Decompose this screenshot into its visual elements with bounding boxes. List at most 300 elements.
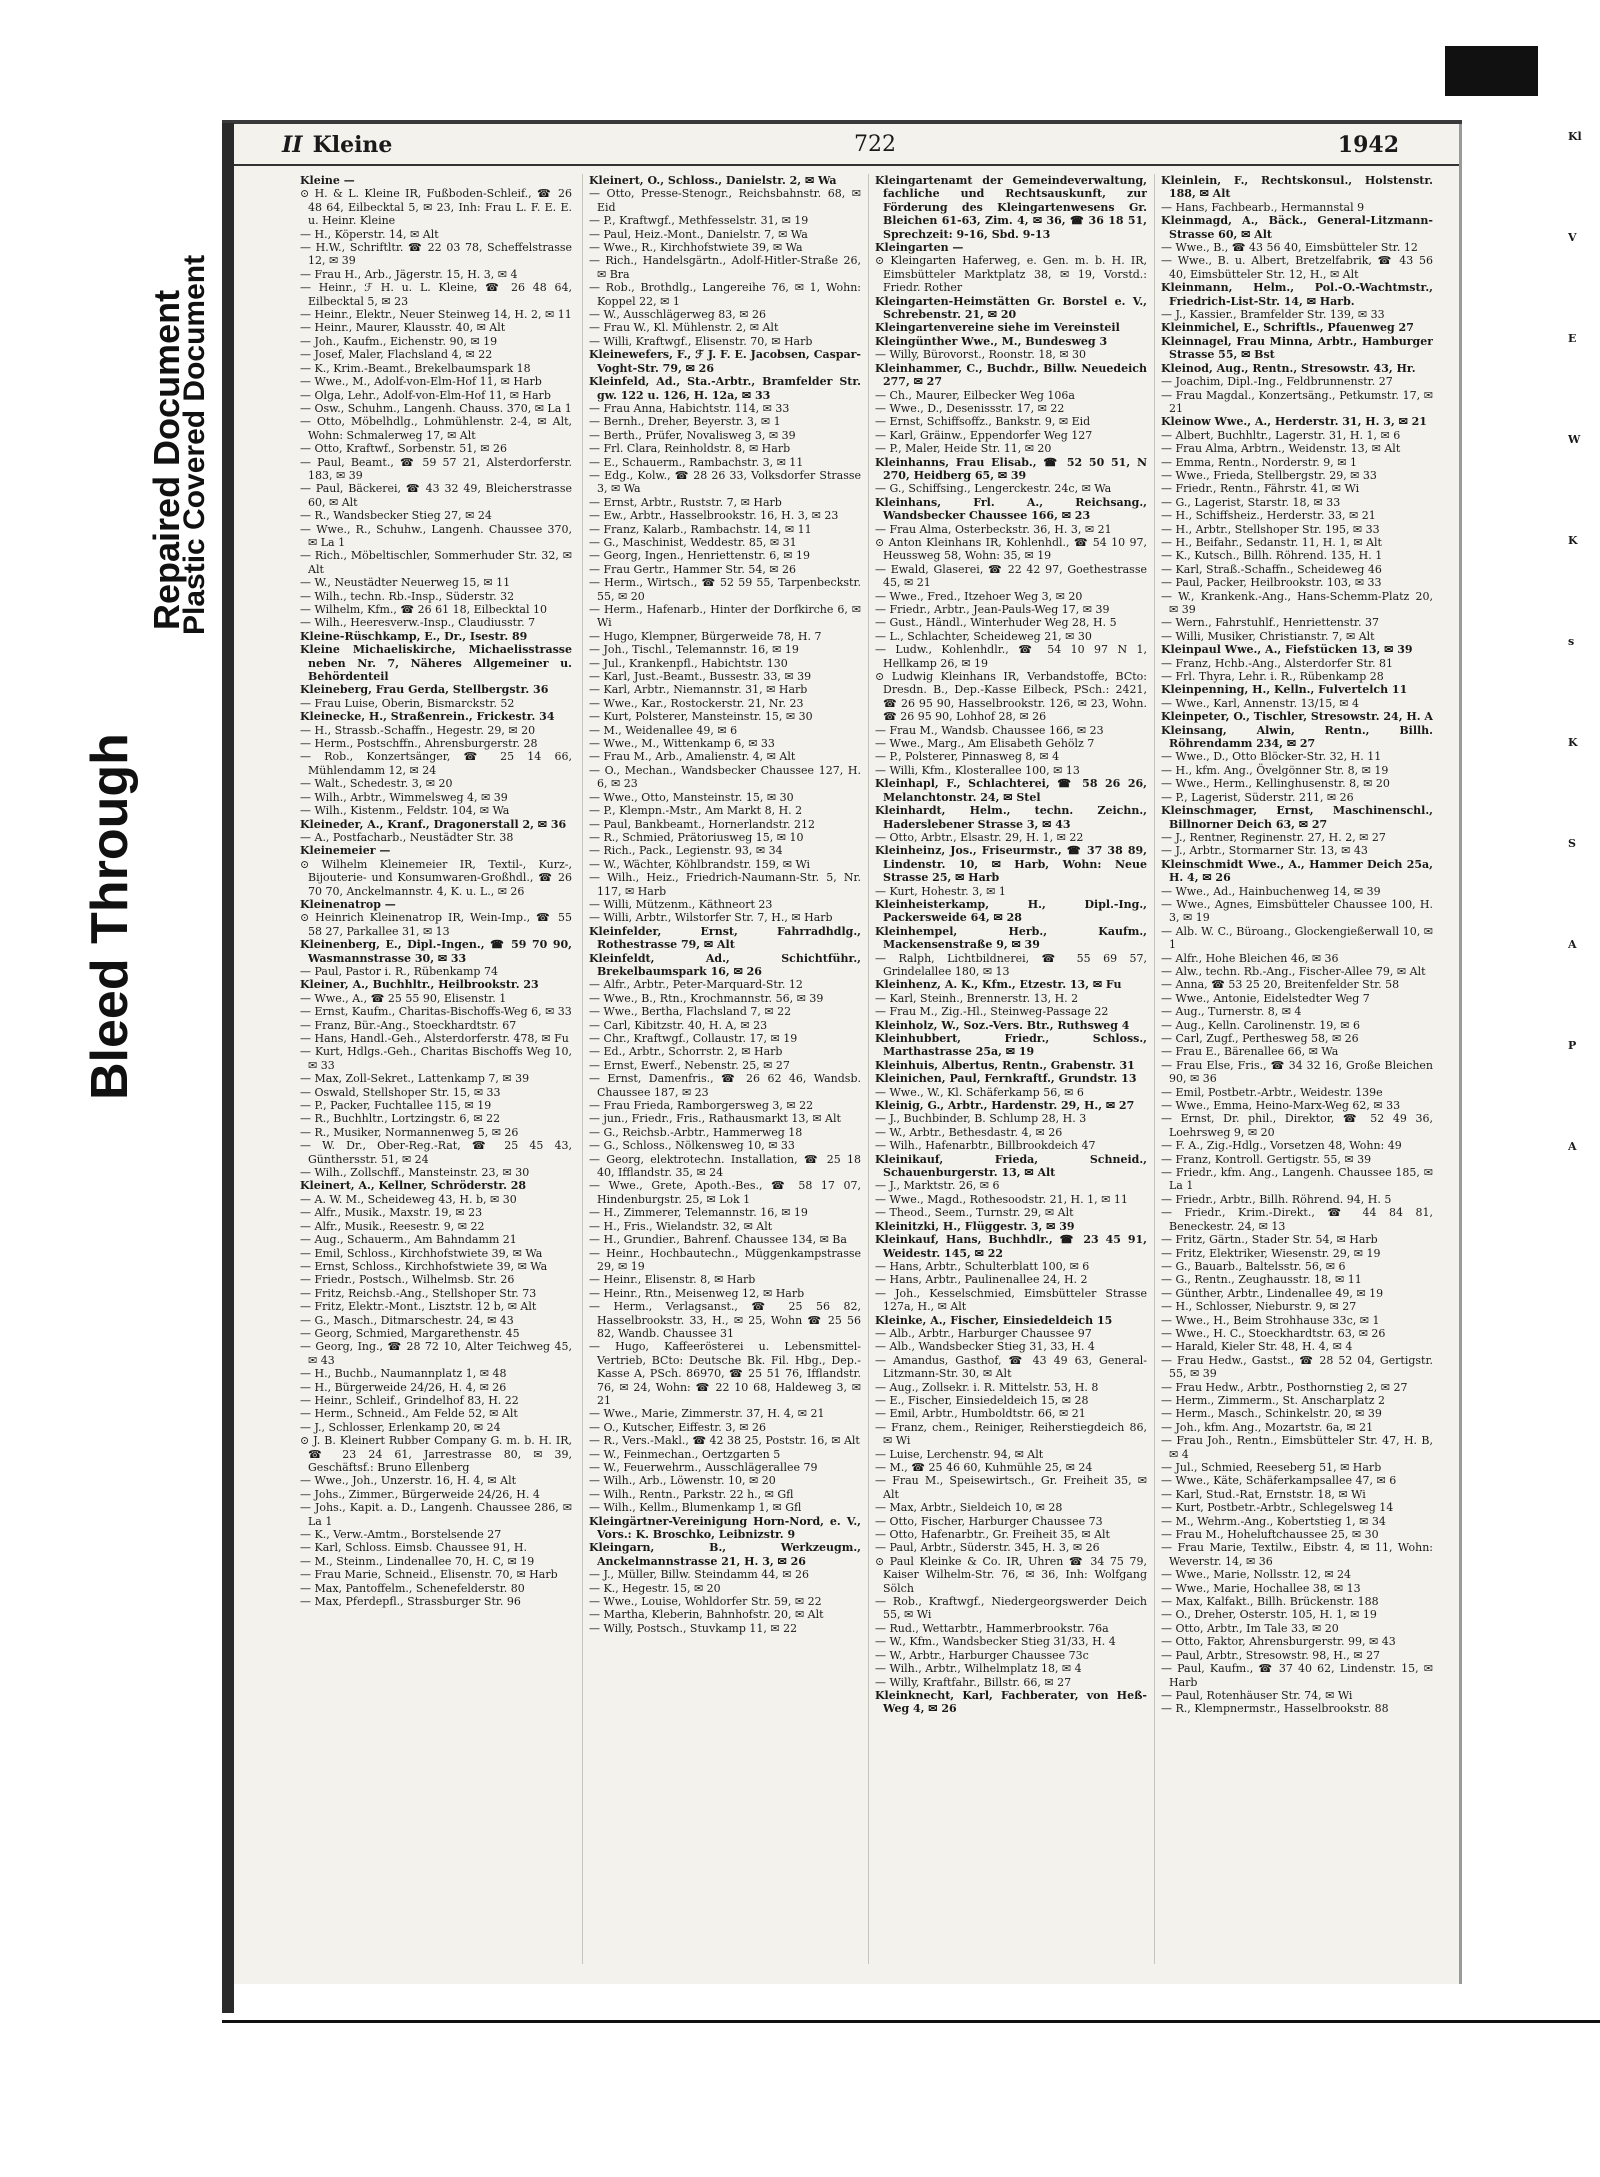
- directory-entry: — Rob., Konzertsänger, ☎ 25 14 66, Mühlendamm 12, ✉ 24: [300, 750, 572, 777]
- directory-entry: — Frau E., Bärenallee 66, ✉ Wa: [1161, 1045, 1339, 1059]
- directory-entry: — Fritz, Gärtn., Stader Str. 54, ✉ Harb: [1161, 1233, 1378, 1247]
- directory-entry: — Friedr., Arbtr., Billh. Röhrend. 94, H. 5: [1161, 1192, 1392, 1206]
- directory-heading-entry: Kleinheinz, Jos., Friseurmstr., ☎ 37 38 89, Lindenstr. 10, ✉ Harb, Wohn: Neue Strasse 25, ✉ Harb: [875, 844, 1147, 885]
- directory-entry: — Wwe., R., Schuhw., Langenh. Chaussee 370, ✉ La 1: [300, 522, 572, 549]
- directory-entry: — Herm., Wirtsch., ☎ 52 59 55, Tarpenbeckstr. 55, ✉ 20: [589, 576, 861, 603]
- directory-entry: — G., Bauarb., Baltelsstr. 56, ✉ 6: [1161, 1259, 1346, 1273]
- directory-entry: — Joachim, Dipl.-Ing., Feldbrunnenstr. 27: [1161, 375, 1393, 389]
- directory-entry: — Rob., Brothdlg., Langereihe 76, ✉ 1, Wohn: Koppel 22, ✉ 1: [589, 281, 861, 308]
- directory-page: [234, 124, 1462, 1984]
- directory-entry: — R., Vers.-Makl., ☎ 42 38 25, Poststr. 16, ✉ Alt: [589, 1434, 860, 1448]
- directory-entry: — Heinr., ℱ H. u. L. Kleine, ☎ 26 48 64, Eilbecktal 5, ✉ 23: [300, 281, 572, 308]
- directory-heading-entry: Kleinschmidt Wwe., A., Hammer Deich 25a, H. 4, ✉ 26: [1161, 857, 1433, 885]
- directory-heading-entry: Kleinod, Aug., Rentn., Stresowstr. 43, Hr.: [1161, 361, 1416, 375]
- directory-heading-entry: Kleinert, O., Schloss., Danielstr. 2, ✉ Wa: [589, 174, 837, 187]
- directory-entry: — Wwe., Ad., Hainbuchenweg 14, ✉ 39: [1161, 884, 1381, 898]
- directory-entry: — Friedr., Postsch., Wilhelmsb. Str. 26: [300, 1273, 515, 1287]
- directory-entry: — Wwe., H. C., Stoeckhardtstr. 63, ✉ 26: [1161, 1326, 1386, 1340]
- directory-heading-entry: Kleinikauf, Frieda, Schneid., Schauenburgerstr. 13, ✉ Alt: [875, 1152, 1147, 1180]
- directory-entry: — Wilh., Heiz., Friedrich-Naumann-Str. 5, Nr. 117, ✉ Harb: [589, 871, 861, 898]
- directory-entry: — J., Müller, Billw. Steindamm 44, ✉ 26: [589, 1568, 809, 1582]
- directory-entry: — E., Fischer, Einsiedeldeich 15, ✉ 28: [875, 1393, 1089, 1407]
- directory-entry: — Wilh., Zollschff., Mansteinstr. 23, ✉ 30: [300, 1166, 530, 1180]
- directory-entry: — Fritz, Elektr.-Mont., Lisztstr. 12 b, ✉ Alt: [300, 1300, 537, 1314]
- directory-entry: — Herm., Masch., Schinkelstr. 20, ✉ 39: [1161, 1407, 1382, 1421]
- directory-entry: — H., Grundier., Bahrenf. Chaussee 134, ✉ Ba: [589, 1233, 847, 1247]
- directory-entry: — P., Kraftwgf., Methfesselstr. 31, ✉ 19: [589, 214, 809, 228]
- directory-entry: — W., Feuerwehrm., Ausschlägerallee 79: [589, 1461, 818, 1474]
- directory-entry: — Herm., Verlagsanst., ☎ 25 56 82, Hasselbrookstr. 33, H., ✉ 25, Wohn ☎ 25 56 82, Wandb. Chaussee 31: [589, 1300, 861, 1340]
- directory-entry: — Willi, Arbtr., Wilstorfer Str. 7, H., ✉ Harb: [589, 911, 833, 925]
- directory-heading-entry: Kleinhubbert, Friedr., Schloss., Marthastrasse 25a, ✉ 19: [875, 1032, 1147, 1059]
- directory-entry: — Kurt, Hdlgs.-Geh., Charitas Bischoffs Weg 10, ✉ 33: [300, 1045, 572, 1072]
- page-header: [234, 124, 1459, 166]
- directory-entry: — Johs., Zimmer., Bürgerweide 24/26, H. 4: [300, 1487, 540, 1501]
- directory-heading-entry: Kleinhenz, A. K., Kfm., Etzestr. 13, ✉ Fu: [875, 978, 1122, 992]
- directory-entry: — J., Schlosser, Erlenkamp 20, ✉ 24: [300, 1420, 501, 1434]
- directory-entry: — Wwe., Agnes, Eimsbütteler Chaussee 100, H. 3, ✉ 19: [1161, 897, 1433, 925]
- directory-entry: — F. A., Zig.-Hdlg., Vorsetzen 48, Wohn: 49: [1161, 1139, 1402, 1153]
- directory-entry: — J., Arbtr., Stormarner Str. 13, ✉ 43: [1161, 844, 1368, 858]
- directory-heading-entry: Kleingünther Wwe., M., Bundesweg 3: [875, 334, 1108, 348]
- directory-entry: — W., Wächter, Köhlbrandstr. 159, ✉ Wi: [589, 857, 811, 871]
- directory-entry: — Kurt, Postbetr.-Arbtr., Schlegelsweg 14: [1161, 1501, 1394, 1515]
- directory-entry: — Paul, Heiz.-Mont., Danielstr. 7, ✉ Wa: [589, 227, 808, 241]
- directory-heading-entry: Kleingärtner-Vereinigung Horn-Nord, e. V., Vors.: K. Broschko, Leibnizstr. 9: [589, 1514, 861, 1542]
- directory-entry: — Karl, Straß.-Schaffn., Scheideweg 46: [1161, 562, 1382, 576]
- directory-entry: — Frau M., Wandsb. Chaussee 166, ✉ 23: [875, 723, 1104, 737]
- directory-entry: — Wwe., Joh., Unzerstr. 16, H. 4, ✉ Alt: [300, 1474, 517, 1488]
- directory-entry: — Günther, Arbtr., Lindenallee 49, ✉ 19: [1161, 1286, 1384, 1300]
- directory-heading-entry: Kleiner, A., Buchhltr., Heilbrookstr. 23: [300, 978, 539, 992]
- directory-entry: — Osw., Schuhm., Langenh. Chauss. 370, ✉ La 1: [300, 401, 572, 415]
- directory-entry: — jun., Friedr., Fris., Rathausmarkt 13, ✉ Alt: [589, 1112, 841, 1126]
- directory-entry: — Wwe., D., Desenissstr. 17, ✉ 22: [875, 401, 1065, 415]
- directory-entry: — Emma, Rentn., Norderstr. 9, ✉ 1: [1161, 455, 1357, 469]
- directory-entry: — Friedr., kfm. Ang., Langenh. Chaussee 185, ✉ La 1: [1161, 1166, 1433, 1193]
- directory-entry: — Franz, Kontroll. Gertigstr. 55, ✉ 39: [1161, 1152, 1372, 1166]
- directory-entry: — H., Schiffsheiz., Herderstr. 33, ✉ 21: [1161, 509, 1376, 523]
- directory-heading-entry: Kleinmagd, A., Bäck., General-Litzmann-Strasse 60, ✉ Alt: [1161, 214, 1433, 241]
- directory-entry: — Wilh., Rentn., Parkstr. 22 h., ✉ Gfl: [589, 1487, 794, 1501]
- directory-heading-entry: Kleingartenvereine siehe im Vereinsteil: [875, 321, 1120, 335]
- directory-entry: — Herm., Postschffn., Ahrensburgerstr. 28: [300, 737, 538, 751]
- directory-entry: — Emil, Schloss., Kirchhofstwiete 39, ✉ Wa: [300, 1246, 543, 1260]
- directory-entry: — Wilhelm, Kfm., ☎ 26 61 18, Eilbecktal 10: [300, 603, 548, 616]
- directory-entry: — R., Schmied, Prätoriusweg 15, ✉ 10: [589, 830, 804, 844]
- directory-entry: — Otto, Kraftwf., Sorbenstr. 51, ✉ 26: [300, 442, 507, 456]
- directory-entry: — O., Mechan., Wandsbecker Chaussee 127, H. 6, ✉ 23: [589, 763, 861, 791]
- directory-heading-entry: Kleinlein, F., Rechtskonsul., Holstenstr. 188, ✉ Alt: [1161, 174, 1433, 201]
- directory-heading-entry: Kleineder, A., Kranf., Dragonerstall 2, ✉ 36: [300, 817, 567, 831]
- directory-entry: — H., Arbtr., Stellshoper Str. 195, ✉ 33: [1161, 522, 1380, 536]
- directory-entry: — Frau M., Zig.-Hl., Steinweg-Passage 22: [875, 1005, 1109, 1019]
- directory-entry: — Frau Marie, Schneid., Elisenstr. 70, ✉ Harb: [300, 1568, 558, 1582]
- directory-entry: — R., Musiker, Normannenweg 5, ✉ 26: [300, 1125, 519, 1139]
- directory-entry: — R., Buchhltr., Lortzingstr. 6, ✉ 22: [300, 1112, 501, 1126]
- directory-entry: — Franz, chem., Reiniger, Reiherstiegdeich 86, ✉ Wi: [875, 1420, 1147, 1448]
- directory-entry: — Carl, Zugf., Perthesweg 58, ✉ 26: [1161, 1032, 1359, 1045]
- directory-entry: — Ernst, Schloss., Kirchhofstwiete 39, ✉ Wa: [300, 1259, 548, 1273]
- directory-entry: — L., Schlachter, Scheideweg 21, ✉ 30: [875, 629, 1092, 643]
- directory-column-1: [300, 174, 572, 1964]
- directory-heading-entry: Kleingarten —: [875, 241, 964, 255]
- directory-entry: — G., Reichsb.-Arbtr., Hammerweg 18: [589, 1125, 803, 1139]
- directory-entry: — Willy, Bürovorst., Roonstr. 18, ✉ 30: [875, 348, 1087, 362]
- directory-entry: — Anna, ☎ 53 25 20, Breitenfelder Str. 58: [1161, 978, 1400, 992]
- directory-entry: — O., Kutscher, Eiffestr. 3, ✉ 26: [589, 1420, 766, 1434]
- directory-entry: — Ewald, Glaserei, ☎ 22 42 97, Goethestrasse 45, ✉ 21: [875, 562, 1147, 590]
- directory-entry: — P., Klempn.-Mstr., Am Markt 8, H. 2: [589, 804, 803, 818]
- directory-entry: — Wwe., R., Kirchhofstwiete 39, ✉ Wa: [589, 241, 803, 255]
- directory-heading-entry: Kleinke, A., Fischer, Einsiedeldeich 15: [875, 1313, 1113, 1327]
- directory-entry: — Willi, Musiker, Christianstr. 7, ✉ Alt: [1161, 629, 1375, 643]
- directory-entry: — Ludw., Kohlenhdlr., ☎ 54 10 97 N 1, Hellkamp 26, ✉ 19: [875, 643, 1147, 670]
- directory-entry: — Emil, Arbtr., Humboldtstr. 66, ✉ 21: [875, 1407, 1086, 1421]
- directory-entry: — Hans, Fachbearb., Hermannstal 9: [1161, 200, 1365, 214]
- directory-entry: — G., Maschinist, Weddestr. 85, ✉ 31: [589, 535, 797, 549]
- directory-entry: — Wwe., M., Wittenkamp 6, ✉ 33: [589, 737, 775, 751]
- directory-entry: — Aug., Kelln. Carolinenstr. 19, ✉ 6: [1161, 1018, 1360, 1032]
- directory-entry: — Aug., Zollsekr. i. R. Mittelstr. 53, H. 8: [875, 1380, 1099, 1394]
- directory-entry: — H., kfm. Ang., Övelgönner Str. 8, ✉ 19: [1161, 763, 1389, 777]
- directory-heading-entry: Kleinitzki, H., Flüggestr. 3, ✉ 39: [875, 1219, 1075, 1233]
- directory-entry: — W., Neustädter Neuerweg 15, ✉ 11: [300, 576, 511, 590]
- directory-entry: — H., Strassb.-Schaffn., Hegestr. 29, ✉ 20: [300, 723, 536, 737]
- directory-entry: ⊙ Paul Kleinke & Co. IR, Uhren ☎ 34 75 79, Kaiser Wilhelm-Str. 76, ✉ 36, Inh: Wolfgang Sölch: [875, 1554, 1147, 1595]
- directory-entry: — Ernst, Damenfris., ☎ 26 62 46, Wandsb. Chaussee 187, ✉ 23: [589, 1072, 861, 1099]
- directory-entry: — Herm., Zimmerm., St. Anscharplatz 2: [1161, 1393, 1386, 1407]
- directory-heading-entry: Kleinholz, W., Soz.-Vers. Btr., Ruthsweg 4: [875, 1018, 1130, 1032]
- edge-fragment: P: [1568, 1039, 1577, 1052]
- directory-entry: — Alb., Wandsbecker Stieg 31, 33, H. 4: [875, 1340, 1095, 1354]
- directory-entry: — Alfr., Musik., Reesestr. 9, ✉ 22: [300, 1219, 485, 1233]
- directory-entry: — Alb., Arbtr., Harburger Chaussee 97: [875, 1326, 1092, 1340]
- directory-entry: — Karl, Schloss. Eimsb. Chaussee 91, H.: [300, 1541, 527, 1555]
- directory-entry: — K., Hegestr. 15, ✉ 20: [589, 1581, 721, 1595]
- directory-entry: — Carl, Kibitzstr. 40, H. A, ✉ 23: [589, 1018, 768, 1032]
- directory-heading-entry: Kleinkauf, Hans, Buchhdlr., ☎ 23 45 91, Weidestr. 145, ✉ 22: [875, 1233, 1147, 1260]
- directory-entry: — Wwe., W., Kl. Schäferkamp 56, ✉ 6: [875, 1085, 1084, 1099]
- directory-entry: — Olga, Lehr., Adolf-von-Elm-Hof 11, ✉ Harb: [300, 388, 551, 402]
- directory-entry: — Paul, Beamt., ☎ 59 57 21, Alsterdorferstr. 183, ✉ 39: [300, 455, 572, 482]
- directory-entry: — W., Kfm., Wandsbecker Stieg 31/33, H. 4: [875, 1635, 1116, 1649]
- directory-entry: — Wwe., Emma, Heino-Marx-Weg 62, ✉ 33: [1161, 1099, 1401, 1113]
- directory-entry: — H., Schlosser, Nieburstr. 9, ✉ 27: [1161, 1300, 1357, 1314]
- directory-entry: — Wilh., Arb., Löwenstr. 10, ✉ 20: [589, 1474, 776, 1488]
- directory-entry: — Frau Gertr., Hammer Str. 54, ✉ 26: [589, 562, 797, 576]
- directory-entry: — Frau W., Kl. Mühlenstr. 2, ✉ Alt: [589, 321, 779, 335]
- directory-entry: — O., Dreher, Osterstr. 105, H. 1, ✉ 19: [1161, 1608, 1377, 1622]
- directory-entry: — Wwe., Marie, Zimmerstr. 37, H. 4, ✉ 21: [589, 1407, 825, 1421]
- directory-entry: — Heinr., Elisenstr. 8, ✉ Harb: [589, 1273, 756, 1287]
- directory-heading-entry: Kleine Michaeliskirche, Michaelisstrasse neben Nr. 7, Näheres Allgemeiner u. Behördenteil: [300, 643, 572, 684]
- directory-entry: — Alfr., Hohe Bleichen 46, ✉ 36: [1161, 951, 1339, 965]
- directory-entry: — Wwe., D., Otto Blöcker-Str. 32, H. 11: [1161, 750, 1382, 764]
- directory-entry: — Frau M., Speisewirtsch., Gr. Freiheit 35, ✉ Alt: [875, 1474, 1147, 1501]
- directory-entry: — Wwe., Magd., Rothesoodstr. 21, H. 1, ✉ 11: [875, 1192, 1128, 1206]
- directory-heading-entry: Kleinnagel, Frau Minna, Arbtr., Hamburger Strasse 55, ✉ Bst: [1161, 334, 1433, 362]
- directory-heading-entry: Kleinichen, Paul, Fernkraftf., Grundstr. 13: [875, 1072, 1137, 1086]
- directory-entry: — Oswald, Stellshoper Str. 15, ✉ 33: [300, 1085, 501, 1099]
- directory-entry: — Wwe., Frieda, Stellbergstr. 29, ✉ 33: [1161, 468, 1377, 482]
- directory-heading-entry: Kleinknecht, Karl, Fachberater, von Heß-Weg 4, ✉ 26: [875, 1688, 1147, 1716]
- directory-heading-entry: Kleine-Rüschkamp, E., Dr., Isestr. 89: [300, 629, 528, 643]
- directory-entry: — Frau Alma, Osterbeckstr. 36, H. 3, ✉ 21: [875, 522, 1112, 536]
- directory-entry: — Wilh., techn. Rb.-Insp., Süderstr. 32: [300, 589, 515, 603]
- directory-entry: — Karl, Just.-Beamt., Bussestr. 33, ✉ 39: [589, 670, 812, 684]
- edge-fragment: Kl: [1568, 130, 1582, 143]
- directory-entry: — Wilh., Kistenm., Feldstr. 104, ✉ Wa: [300, 804, 510, 818]
- directory-entry: — Frau M., Hoheluftchaussee 25, ✉ 30: [1161, 1528, 1379, 1542]
- edge-fragment: V: [1568, 231, 1577, 244]
- directory-entry: — Josef, Maler, Flachsland 4, ✉ 22: [300, 348, 493, 362]
- directory-entry: — E., Schauerm., Rambachstr. 3, ✉ 11: [589, 455, 804, 469]
- directory-entry: — Willi, Kraftwgf., Elisenstr. 70, ✉ Harb: [589, 334, 813, 348]
- directory-entry: — R., Klempnermstr., Hasselbrookstr. 88: [1161, 1702, 1389, 1716]
- directory-entry: — Frau Marie, Textilw., Eibstr. 4, ✉ 11, Wohn: Weverstr. 14, ✉ 36: [1161, 1541, 1433, 1568]
- directory-entry: — Georg, Schmied, Margarethenstr. 45: [300, 1326, 520, 1340]
- header-section: [282, 132, 392, 158]
- directory-entry: — Joh., Kesselschmied, Eimsbütteler Strasse 127a, H., ✉ Alt: [875, 1286, 1147, 1314]
- directory-entry: — Heinr., Rtn., Meisenweg 12, ✉ Harb: [589, 1286, 805, 1300]
- directory-entry: — Max, Pantoffelm., Schenefelderstr. 80: [300, 1581, 525, 1595]
- directory-entry: — Frau Anna, Habichtstr. 114, ✉ 33: [589, 401, 790, 415]
- directory-entry: — Wwe., Käte, Schäferkampsallee 47, ✉ 6: [1161, 1474, 1397, 1488]
- directory-entry: — Max, Pferdepfl., Strassburger Str. 96: [300, 1595, 521, 1609]
- directory-entry: — J., Buchbinder, B. Schlump 28, H. 3: [875, 1112, 1087, 1126]
- edge-fragment: E: [1568, 332, 1577, 345]
- directory-entry: — Wwe., Grete, Apoth.-Bes., ☎ 58 17 07, Hindenburgstr. 25, ✉ Lok 1: [589, 1179, 861, 1206]
- directory-entry: — Willy, Kraftfahr., Billstr. 66, ✉ 27: [875, 1675, 1072, 1689]
- directory-entry: — Hans, Handl.-Geh., Alsterdorferstr. 478, ✉ Fu: [300, 1032, 569, 1045]
- bleed-through-label: Bleed Through: [81, 733, 139, 1100]
- edge-fragment: A: [1568, 1140, 1577, 1153]
- directory-entry: — Willy, Postsch., Stuvkamp 11, ✉ 22: [589, 1621, 798, 1635]
- directory-entry: — H., Beifahr., Sedanstr. 11, H. 1, ✉ Alt: [1161, 535, 1382, 549]
- directory-entry: — Wwe., Bertha, Flachsland 7, ✉ 22: [589, 1005, 792, 1019]
- repaired-document-label: Repaired Document: [146, 289, 187, 630]
- directory-entry: — Rich., Pack., Legienstr. 93, ✉ 34: [589, 844, 783, 858]
- directory-entry: — Frau Alma, Arbtrn., Weidenstr. 13, ✉ Alt: [1161, 442, 1401, 456]
- directory-entry: ⊙ Heinrich Kleinenatrop IR, Wein-Imp., ☎ 55 58 27, Parkallee 31, ✉ 13: [300, 911, 572, 938]
- header-year: 1942: [1337, 132, 1399, 158]
- directory-heading-entry: Kleinow Wwe., A., Herderstr. 31, H. 3, ✉ 21: [1161, 415, 1427, 429]
- directory-entry: — Frau Else, Fris., ☎ 34 32 16, Große Bleichen 90, ✉ 36: [1161, 1058, 1433, 1086]
- directory-entry: — Wwe., B., Rtn., Krochmannstr. 56, ✉ 39: [589, 991, 824, 1005]
- directory-heading-entry: Kleinfeld, Ad., Sta.-Arbtr., Bramfelder Str. gw. 122 u. 126, H. 12a, ✉ 33: [589, 375, 861, 402]
- edge-fragment: s: [1568, 635, 1575, 648]
- directory-entry: — Frau Joh., Rentn., Eimsbütteler Str. 47, H. B, ✉ 4: [1161, 1434, 1433, 1461]
- directory-entry: — Emil, Postbetr.-Arbtr., Weidestr. 139e: [1161, 1085, 1383, 1099]
- directory-entry: — J., Rentner, Reginenstr. 27, H. 2, ✉ 27: [1161, 830, 1386, 844]
- directory-entry: — K., Kutsch., Billh. Röhrend. 135, H. 1: [1161, 549, 1383, 563]
- directory-entry: — Ch., Maurer, Eilbecker Weg 106a: [875, 388, 1075, 402]
- header-section-number: II: [282, 132, 303, 158]
- directory-heading-entry: Kleinfeldt, Ad., Schichtführ., Brekelbaumspark 16, ✉ 26: [589, 951, 861, 978]
- directory-entry: — H., Zimmerer, Telemannstr. 16, ✉ 19: [589, 1206, 808, 1220]
- directory-entry: — Gust., Händl., Winterhuder Weg 28, H. 5: [875, 616, 1117, 630]
- directory-entry: — W., Ausschlägerweg 83, ✉ 26: [589, 308, 766, 322]
- directory-entry: — Friedr., Rentn., Fährstr. 41, ✉ Wi: [1161, 482, 1360, 496]
- directory-entry: — Jul., Schmied, Reeseberg 51, ✉ Harb: [1161, 1461, 1382, 1474]
- directory-entry: — Otto, Fischer, Harburger Chaussee 73: [875, 1514, 1103, 1528]
- directory-heading-entry: Kleinhempel, Herb., Kaufm., Mackensenstraße 9, ✉ 39: [875, 924, 1147, 952]
- directory-entry: — Franz, Hchb.-Ang., Alsterdorfer Str. 81: [1161, 656, 1394, 670]
- directory-entry: — Paul, Arbtr., Stresowstr. 98, H., ✉ 27: [1161, 1648, 1381, 1662]
- directory-entry: — Otto, Presse-Stenogr., Reichsbahnstr. 68, ✉ Eid: [589, 187, 861, 214]
- directory-heading-entry: Kleinschmager, Ernst, Maschinenschl., Billnorner Deich 63, ✉ 27: [1161, 804, 1433, 831]
- directory-entry: — Herm., Hafenarb., Hinter der Dorfkirche 6, ✉ Wi: [589, 603, 861, 630]
- directory-entry: — J., Kassier., Bramfelder Str. 139, ✉ 33: [1161, 308, 1385, 322]
- directory-entry: — Frl. Clara, Reinholdstr. 8, ✉ Harb: [589, 442, 791, 456]
- directory-entry: — Karl, Gräinw., Eppendorfer Weg 127: [875, 428, 1093, 442]
- directory-entry: — G., Schloss., Nölkensweg 10, ✉ 33: [589, 1139, 795, 1153]
- directory-entry: — Frl. Thyra, Lehr. i. R., Rübenkamp 28: [1161, 670, 1384, 684]
- directory-heading-entry: Kleinig, G., Arbtr., Hardenstr. 29, H., ✉ 27: [875, 1099, 1135, 1113]
- directory-column-3: [868, 174, 1147, 1964]
- directory-entry: — Heinr., Hochbautechn., Müggenkampstrasse 29, ✉ 19: [589, 1246, 861, 1273]
- directory-columns: [300, 174, 1433, 1964]
- directory-entry: — Ernst, Ewerf., Nebenstr. 25, ✉ 27: [589, 1058, 790, 1072]
- directory-heading-entry: Kleinmann, Helm., Pol.-O.-Wachtmstr., Friedrich-List-Str. 14, ✉ Harb.: [1161, 281, 1433, 308]
- adjacent-page-edge: [1568, 130, 1600, 1970]
- directory-entry: — Franz, Bür.-Ang., Stoeckhardtstr. 67: [300, 1018, 517, 1032]
- directory-entry: — Wilh., Heeresverw.-Insp., Claudiusstr. 7: [300, 616, 536, 630]
- directory-entry: — Hugo, Kaffeerösterei u. Lebensmittel-Vertrieb, BCto: Deutsche Bk. Fil. Hbg., Dep.-Kasse A, PSch. 86970, ☎ 25 51 76, Ifflandstr. 76, ✉ 24, Wohn: ☎ 22 10 68, Haldeweg 3, ✉ 21: [589, 1340, 861, 1407]
- directory-entry: — Georg, Ingen., Henriettenstr. 6, ✉ 19: [589, 549, 810, 563]
- directory-entry: — Fritz, Elektriker, Wiesenstr. 29, ✉ 19: [1161, 1246, 1381, 1260]
- directory-entry: — H., Köperstr. 14, ✉ Alt: [300, 227, 439, 241]
- directory-heading-entry: Kleinhammer, C., Buchdr., Billw. Neuedeich 277, ✉ 27: [875, 361, 1147, 389]
- directory-heading-entry: Kleinsang, Alwin, Rentn., Billh. Röhrendamm 234, ✉ 27: [1161, 723, 1433, 751]
- directory-entry: — G., Lagerist, Starstr. 18, ✉ 33: [1161, 495, 1341, 509]
- directory-entry: — Berth., Prüfer, Novalisweg 3, ✉ 39: [589, 428, 796, 442]
- directory-entry: — Albert, Buchhltr., Lagerstr. 31, H. 1, ✉ 6: [1161, 428, 1401, 442]
- edge-fragment: S: [1568, 837, 1576, 850]
- directory-entry: — Max, Zoll-Sekret., Lattenkamp 7, ✉ 39: [300, 1072, 530, 1086]
- directory-heading-entry: Kleinpenning, H., Kelln., Fulvertelch 11: [1161, 683, 1408, 697]
- directory-column-2: [582, 174, 861, 1964]
- directory-entry: — M., Weidenallee 49, ✉ 6: [589, 723, 738, 737]
- directory-column-4: [1154, 174, 1433, 1964]
- directory-entry: — Fritz, Reichsb.-Ang., Stellshoper Str. 73: [300, 1286, 537, 1300]
- directory-entry: — Jul., Krankenpfl., Habichtstr. 130: [589, 656, 788, 670]
- directory-entry: — Heinr., Maurer, Klausstr. 40, ✉ Alt: [300, 321, 506, 335]
- directory-entry: — Karl, Arbtr., Niemannstr. 31, ✉ Harb: [589, 683, 808, 697]
- directory-entry: — Paul, Rotenhäuser Str. 74, ✉ Wi: [1161, 1688, 1353, 1702]
- directory-entry: — Wwe., B. u. Albert, Bretzelfabrik, ☎ 43 56 40, Eimsbütteler Str. 12, H., ✉ Alt: [1161, 254, 1433, 281]
- directory-entry: — P., Packer, Fuchtallee 115, ✉ 19: [300, 1099, 492, 1113]
- directory-entry: — Alw., techn. Rb.-Ang., Fischer-Allee 79, ✉ Alt: [1161, 964, 1426, 978]
- directory-heading-entry: Kleinhardt, Helm., techn. Zeichn., Haderslebener Strasse 3, ✉ 43: [875, 804, 1147, 831]
- directory-heading-entry: Kleinfelder, Ernst, Fahrradhdlg., Rothestrasse 79, ✉ Alt: [589, 924, 861, 952]
- directory-entry: — Harald, Kieler Str. 48, H. 4, ✉ 4: [1161, 1340, 1353, 1354]
- directory-heading-entry: Kleinhanns, Frau Elisab., ☎ 52 50 51, N 270, Heidberg 65, ✉ 39: [875, 455, 1147, 482]
- directory-entry: — Wilh., Kellm., Blumenkamp 1, ✉ Gfl: [589, 1501, 802, 1515]
- directory-entry: — Wilh., Arbtr., Wilhelmplatz 18, ✉ 4: [875, 1662, 1082, 1676]
- directory-entry: — Joh., Kaufm., Eichenstr. 90, ✉ 19: [300, 334, 498, 348]
- directory-heading-entry: Kleingarn, B., Werkzeugm., Anckelmannstrasse 21, H. 3, ✉ 26: [589, 1541, 861, 1568]
- directory-entry: — A. W. M., Scheideweg 43, H. b, ✉ 30: [300, 1192, 517, 1206]
- directory-entry: — H.W., Schriftltr. ☎ 22 03 78, Scheffelstrasse 12, ✉ 39: [300, 241, 572, 268]
- directory-entry: — Bernh., Dreher, Beyerstr. 3, ✉ 1: [589, 415, 781, 429]
- directory-entry: — M., Wehrm.-Ang., Kobertstieg 1, ✉ 34: [1161, 1514, 1386, 1528]
- directory-entry: — W., Arbtr., Bethesdastr. 4, ✉ 26: [875, 1125, 1063, 1139]
- directory-entry: — Wwe., Antonie, Eidelstedter Weg 7: [1161, 991, 1370, 1005]
- directory-entry: — Wwe., B., ☎ 43 56 40, Eimsbütteler Str. 12: [1161, 241, 1418, 255]
- directory-heading-entry: Kleingarten-Heimstätten Gr. Borstel e. V., Schrebenstr. 21, ✉ 20: [875, 294, 1147, 322]
- directory-entry: — Otto, Arbtr., Elsastr. 29, H. 1, ✉ 22: [875, 830, 1084, 844]
- edge-fragment: K: [1568, 534, 1578, 547]
- directory-heading-entry: Kleinhuis, Albertus, Rentn., Grabenstr. 31: [875, 1058, 1135, 1072]
- directory-entry: — Kurt, Hohestr. 3, ✉ 1: [875, 884, 1006, 898]
- directory-heading-entry: Kleinhapl, F., Schlachterei, ☎ 58 26 26, Melanchtonstr. 24, ✉ Stel: [875, 777, 1147, 804]
- directory-entry: — Ernst, Schiffsoffz., Bankstr. 9, ✉ Eid: [875, 415, 1091, 429]
- directory-entry: — Wwe., Marg., Am Elisabeth Gehölz 7: [875, 737, 1095, 751]
- directory-entry: — Wwe., Herm., Kellinghusenstr. 8, ✉ 20: [1161, 777, 1390, 791]
- directory-entry: — Kurt, Polsterer, Mansteinstr. 15, ✉ 30: [589, 710, 813, 724]
- directory-entry: — Frau Magdal., Konzertsäng., Petkumstr. 17, ✉ 21: [1161, 388, 1433, 415]
- directory-entry: — Max, Arbtr., Sieldeich 10, ✉ 28: [875, 1501, 1063, 1515]
- directory-entry: — K., Verw.-Amtm., Borstelsende 27: [300, 1528, 502, 1542]
- directory-entry: — Max, Kalfakt., Billh. Brückenstr. 188: [1161, 1595, 1379, 1609]
- scan-edge-black-bar: [1445, 46, 1538, 96]
- directory-heading-entry: Kleineberg, Frau Gerda, Stellbergstr. 36: [300, 683, 549, 697]
- directory-entry: — Frau Luise, Oberin, Bismarckstr. 52: [300, 696, 515, 710]
- directory-heading-entry: Kleinert, A., Kellner, Schröderstr. 28: [300, 1179, 527, 1193]
- directory-entry: — Ed., Arbtr., Schorrstr. 2, ✉ Harb: [589, 1045, 783, 1059]
- directory-entry: — Chr., Kraftwgf., Collaustr. 17, ✉ 19: [589, 1032, 798, 1045]
- directory-entry: — Wwe., H., Beim Strohhause 33c, ✉ 1: [1161, 1313, 1380, 1327]
- directory-entry: — Aug., Schauerm., Am Bahndamm 21: [300, 1233, 517, 1247]
- directory-entry: — Amandus, Gasthof, ☎ 43 49 63, General-Litzmann-Str. 30, ✉ Alt: [875, 1353, 1147, 1381]
- directory-entry: — G., Rentn., Zeughausstr. 18, ✉ 11: [1161, 1273, 1362, 1287]
- directory-entry: — A., Postfacharb., Neustädter Str. 38: [300, 830, 514, 844]
- directory-entry: — Karl, Stud.-Rat, Ernststr. 18, ✉ Wi: [1161, 1487, 1366, 1501]
- directory-entry: — Heinr., Schleif., Grindelhof 83, H. 22: [300, 1393, 519, 1407]
- directory-entry: — Rich., Möbeltischler, Sommerhuder Str. 32, ✉ Alt: [300, 549, 572, 576]
- directory-entry: — Aug., Turnerstr. 8, ✉ 4: [1161, 1005, 1302, 1019]
- directory-entry: — Alb. W. C., Büroang., Glockengießerwall 10, ✉ 1: [1161, 924, 1433, 952]
- directory-entry: — Paul, Bankbeamt., Hornerlandstr. 212: [589, 817, 816, 831]
- directory-entry: — Wilh., Arbtr., Wimmelsweg 4, ✉ 39: [300, 790, 508, 804]
- directory-entry: — Ernst, Dr. phil., Direktor, ☎ 52 49 36, Loehrsweg 9, ✉ 20: [1161, 1112, 1433, 1139]
- directory-entry: — Alfr., Musik., Maxstr. 19, ✉ 23: [300, 1206, 483, 1220]
- directory-entry: — Luise, Lerchenstr. 94, ✉ Alt: [875, 1447, 1044, 1461]
- directory-entry: — M., ☎ 25 46 60, Kuhmühle 25, ✉ 24: [875, 1461, 1093, 1474]
- directory-entry: — Wwe., Kar., Rostockerstr. 21, Nr. 23: [589, 696, 804, 710]
- directory-entry: ⊙ Wilhelm Kleinemeier IR, Textil-, Kurz-, Bijouterie- und Konsumwaren-Großhdl., ☎ 26 70 70, Anckelmannstr. 4, K. u. L., ✉ 26: [300, 857, 572, 898]
- directory-entry: — Frau Frieda, Ramborgersweg 3, ✉ 22: [589, 1099, 814, 1113]
- directory-entry: — Otto, Möbelhdlg., Lohmühlenstr. 2-4, ✉ Alt, Wohn: Schmalerweg 17, ✉ Alt: [300, 415, 572, 442]
- directory-entry: — Rich., Handelsgärtn., Adolf-Hitler-Straße 26, ✉ Bra: [589, 254, 861, 281]
- directory-entry: — Frau Hedw., Arbtr., Posthornstieg 2, ✉ 27: [1161, 1380, 1408, 1394]
- directory-entry: — Ernst, Arbtr., Ruststr. 7, ✉ Harb: [589, 495, 782, 509]
- directory-entry: ⊙ Kleingarten Haferweg, e. Gen. m. b. H. IR, Eimsbütteler Marktplatz 38, ✉ 19, Vorstd.: Friedr. Rother: [875, 254, 1147, 295]
- directory-entry: — Wwe., Fred., Itzehoer Weg 3, ✉ 20: [875, 589, 1083, 603]
- directory-entry: — W. Dr., Ober-Reg.-Rat, ☎ 25 45 43, Günthersstr. 51, ✉ 24: [300, 1139, 572, 1166]
- directory-heading-entry: Kleinenberg, E., Dipl.-Ingen., ☎ 59 70 90, Wasmannstrasse 30, ✉ 33: [300, 938, 572, 965]
- edge-fragment: A: [1568, 938, 1577, 951]
- directory-entry: — Johs., Kapit. a. D., Langenh. Chaussee 286, ✉ La 1: [300, 1501, 572, 1528]
- page-number: 722: [854, 132, 896, 157]
- directory-entry: — Friedr., Krim.-Direkt., ☎ 44 84 81, Beneckestr. 24, ✉ 13: [1161, 1206, 1433, 1233]
- directory-entry: — Paul, Arbtr., Süderstr. 345, H. 3, ✉ 26: [875, 1541, 1100, 1555]
- directory-entry: — R., Wandsbecker Stieg 27, ✉ 24: [300, 509, 492, 523]
- directory-entry: ⊙ Anton Kleinhans IR, Kohlenhdl., ☎ 54 10 97, Heussweg 58, Wohn: 35, ✉ 19: [875, 535, 1147, 563]
- directory-entry: — Theod., Seem., Turnstr. 29, ✉ Alt: [875, 1206, 1074, 1220]
